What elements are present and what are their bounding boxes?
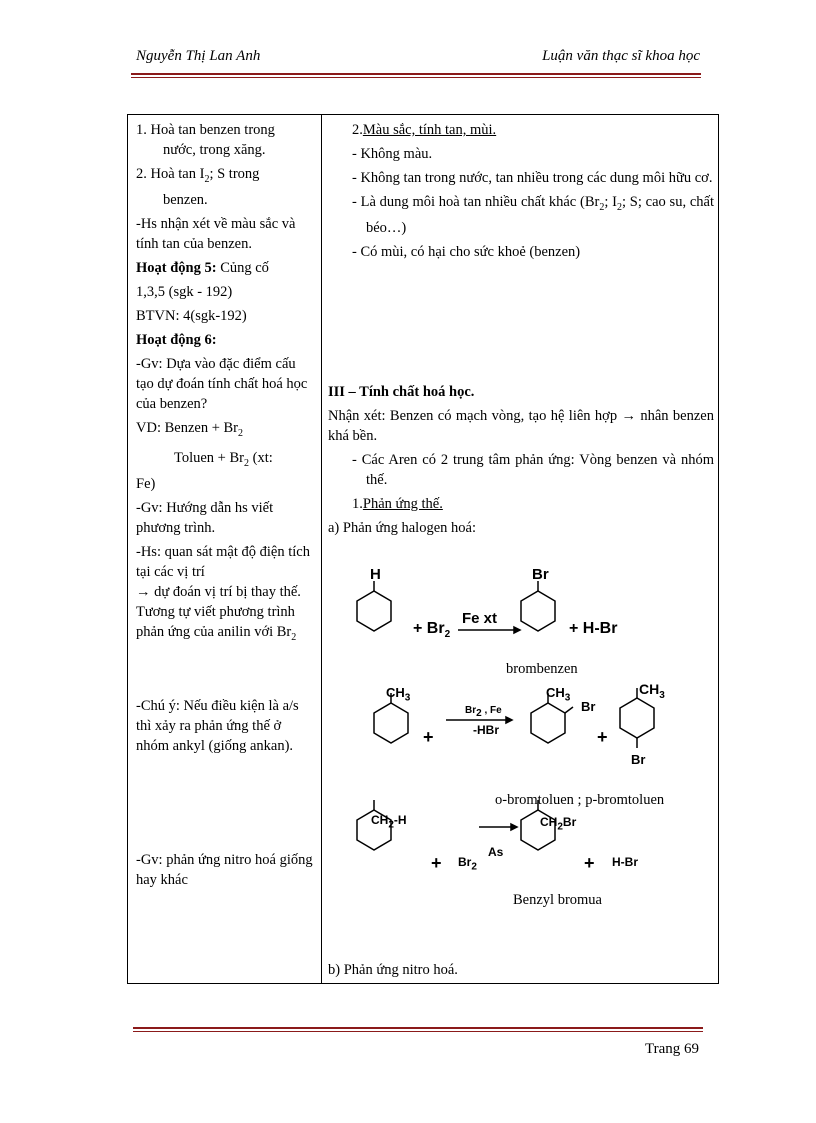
r2-name: o-bromtoluen ; p-bromtoluen: [495, 792, 665, 808]
nitration-title: b) Phản ứng nitro hoá.: [328, 962, 458, 978]
reaction-diagrams: [321, 575, 719, 905]
text: → dự đoán vị trí bị thay thế. Tương tự viết phương trình phản ứng của anilin với Br: [136, 583, 301, 640]
text: , Fe: [481, 705, 502, 716]
r3-reagent: [458, 855, 477, 872]
text: benzen.: [163, 191, 208, 208]
r3-plus-2: +: [584, 853, 595, 873]
text: VD: Benzen + Br: [136, 419, 239, 436]
text: Br: [458, 855, 472, 869]
left-item-1: [136, 120, 316, 160]
header-rule-thin: [131, 77, 701, 78]
text: CH: [540, 815, 558, 829]
benzene-ring: [521, 591, 555, 631]
note: -Chú ý: Nếu điều kiện là a/s thì xảy ra phản ứng thế ở nhóm ankyl (giống ankan).: [136, 697, 299, 754]
header-title: Luận văn thạc sĩ khoa học: [542, 48, 700, 64]
r3-name: Benzyl bromua: [513, 892, 602, 908]
r1-br: Br: [532, 566, 549, 583]
footer-rule-thin: [133, 1031, 703, 1032]
activity-5: [136, 258, 316, 278]
text: 1. Hoà tan benzen trong: [136, 122, 275, 138]
r1-condition: Fe xt: [462, 610, 498, 627]
right-column: [328, 120, 714, 542]
left-note: -Hs nhận xét về màu sắc và tính tan của benzen.: [136, 215, 296, 252]
page-number: Trang 69: [644, 1041, 699, 1057]
section-3-1: [328, 494, 714, 514]
text: 2.: [352, 122, 363, 138]
activity-title: Hoạt động 5:: [136, 259, 217, 276]
subscript: 2: [476, 708, 482, 719]
gv-nitro: -Gv: phản ứng nitro hoá giống hay khác: [136, 851, 313, 888]
benzene-ring: [531, 703, 565, 743]
text: CH: [546, 685, 565, 700]
subscript: 2: [444, 629, 451, 641]
property-2: - Không tan trong nước, tan nhiều trong các dung môi hữu cơ.: [352, 170, 713, 186]
left-item-2: [136, 164, 316, 210]
hs-observe: [136, 542, 316, 648]
example-1: [136, 418, 316, 444]
subscript: 2: [388, 819, 394, 831]
aren-note: - Các Aren có 2 trung tâm phản ứng: Vòng benzen và nhóm thế.: [352, 451, 714, 488]
bond: [565, 707, 573, 713]
text: nước, trong xăng.: [163, 142, 266, 158]
text: ; I: [604, 194, 617, 210]
text: ; S; cao su, chất béo…): [366, 194, 715, 236]
subscript: 3: [564, 692, 571, 704]
r2-plus: +: [423, 727, 434, 747]
r2-condition-1: [465, 705, 502, 719]
activity-5-detail: 1,3,5 (sgk - 192): [136, 283, 233, 300]
section-2-title: [328, 120, 714, 140]
text: 1.: [352, 495, 363, 512]
subscript: 2: [599, 201, 605, 213]
r3-hbr: H-Br: [612, 855, 638, 869]
arrowhead: [514, 627, 520, 633]
gv-guide: -Gv: Hướng dẫn hs viết phương trình.: [136, 499, 274, 536]
subscript: 3: [659, 689, 665, 701]
text: CH: [639, 681, 660, 697]
text: Br: [465, 705, 477, 716]
lesson-table: [127, 114, 719, 984]
r3-condition: As: [488, 845, 504, 859]
text: Phản ứng thế.: [362, 495, 443, 512]
header-author: Nguyễn Thị Lan Anh: [136, 48, 261, 64]
benzene-ring: [357, 591, 391, 631]
r3-product: [540, 815, 576, 832]
text: 2. Hoà tan I: [136, 166, 205, 182]
r1-product: + H-Br: [569, 620, 618, 637]
halogenation-title: a) Phản ứng halogen hoá:: [328, 519, 476, 536]
activity-6: Hoạt động 6:: [136, 331, 217, 348]
benzene-ring: [374, 703, 408, 743]
homework: BTVN: 4(sgk-192): [136, 307, 247, 324]
subscript: 2: [244, 457, 249, 469]
text: Củng cố: [216, 259, 269, 276]
subscript: 2: [617, 201, 622, 213]
benzene-ring: [620, 698, 654, 738]
text: (xt:: [249, 449, 273, 466]
subscript: 3: [404, 692, 411, 704]
text: -H: [393, 813, 407, 827]
r1-reagent: [413, 620, 450, 640]
r2-br-ortho: Br: [581, 699, 596, 714]
text: Br: [562, 815, 577, 829]
subscript: 2: [238, 427, 244, 439]
text: Màu sắc, tính tan, mùi.: [362, 122, 497, 138]
r2-br-para: Br: [631, 752, 646, 767]
arrowhead: [511, 824, 517, 830]
r2-ch3: [386, 685, 410, 704]
footer-rule: [133, 1027, 703, 1029]
h-atom: H: [370, 566, 381, 583]
section-3-title: III – Tính chất hoá học.: [328, 383, 475, 400]
property-1: - Không màu.: [352, 146, 433, 162]
r2-ch3-ortho: [546, 685, 570, 704]
text: ; S trong: [209, 166, 260, 182]
subscript: 2: [557, 821, 563, 833]
observation: Nhận xét: Benzen có mạch vòng, tạo hệ liên hợp → nhân benzen khá bền.: [328, 407, 714, 444]
r3-plus: +: [431, 853, 442, 873]
subscript: 2: [471, 861, 477, 873]
header-rule: [131, 73, 701, 75]
left-column: [136, 120, 316, 894]
text: + Br: [413, 620, 445, 637]
text: Fe): [136, 475, 156, 492]
text: CH: [386, 685, 405, 700]
example-2: [136, 448, 316, 494]
gv-question: -Gv: Dựa vào đặc điểm cấu tạo dự đoán tính chất hoá học của benzen?: [136, 355, 308, 412]
subscript: 2: [291, 631, 297, 643]
text: - Là dung môi hoà tan nhiều chất khác (Br: [352, 194, 600, 210]
text: -Hs: quan sát mật độ điện tích tại các vị trí: [136, 543, 310, 580]
property-3: [328, 192, 714, 238]
r1-name: brombenzen: [506, 661, 578, 677]
property-4: - Có mùi, có hại cho sức khoẻ (benzen): [352, 243, 581, 260]
text: CH: [371, 813, 389, 827]
subscript: 2: [204, 173, 210, 185]
text: Toluen + Br: [174, 449, 244, 466]
arrowhead: [506, 717, 512, 723]
r2-plus-2: +: [597, 727, 608, 747]
r2-ch3-para: [639, 681, 665, 701]
r3-ch2h: [371, 813, 407, 830]
r2-condition-2: -HBr: [473, 723, 499, 737]
